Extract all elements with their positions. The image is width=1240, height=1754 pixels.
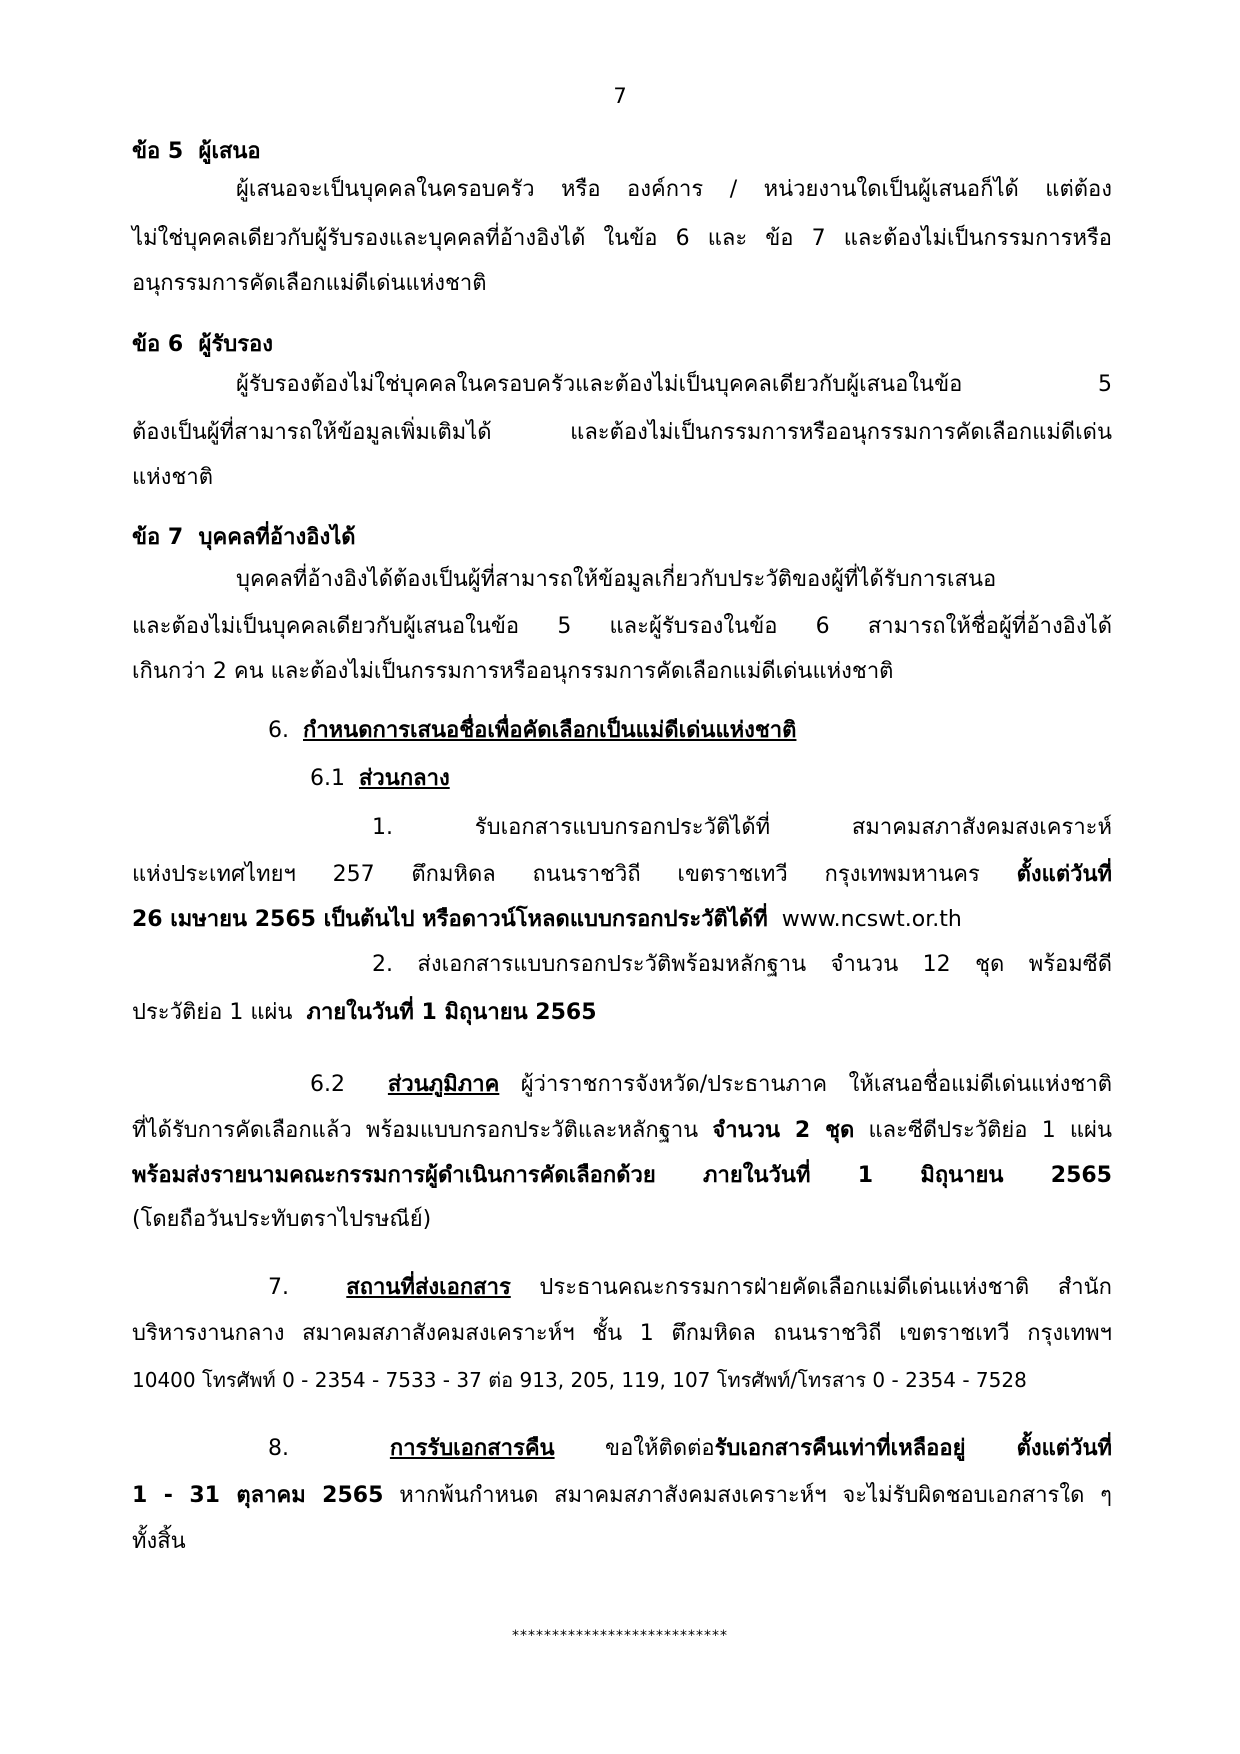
section-6-2-line [310, 1065, 1112, 1105]
section-6-number: 6. [268, 718, 289, 743]
section-6-1-item-2-line [132, 993, 1112, 1033]
clause-5-line: อนุกรรมการคัดเลือกแม่ดีเด่นแห่งชาติ [132, 271, 487, 296]
clause-5-line: ผู้เสนอจะเป็นบุคคลในครอบครัว หรือ องค์การ / หน่วยงานใดเป็นผู้เสนอก็ได้ แต่ต้อง [236, 177, 1113, 202]
section-6-2-line: พร้อมส่งรายนามคณะกรรมการผู้ดำเนินการคัดเลือกด้วย ภายในวันที่ 1 มิถุนายน 2565 [132, 1163, 1112, 1188]
section-8-dates: 1 - 31 ตุลาคม 2565 [132, 1483, 384, 1508]
section-7-line: บริหารงานกลาง สมาคมสภาสังคมสงเคราะห์ฯ ชั้น 1 ตึกมหิดล ถนนราชวิถี เขตราชเทวี กรุงเทพฯ [132, 1321, 1112, 1346]
item-1-start-date: 26 เมษายน 2565 เป็นต้นไป หรือดาวน์โหลดแบบกรอกประวัติได้ที่ [132, 907, 768, 932]
item-1-start-date-label: ตั้งแต่วันที่ [1016, 862, 1112, 887]
clause-7-heading [132, 518, 1112, 558]
section-6-1-heading [310, 759, 1090, 799]
clause-5-line: ไม่ใช่บุคคลเดียวกับผู้รับรองและบุคคลที่อ้างอิงได้ ในข้อ 6 และ ข้อ 7 และต้องไม่เป็นกรรมการหรือ [132, 226, 1112, 251]
item-2-deadline: ภายในวันที่ 1 มิถุนายน 2565 [306, 1000, 597, 1025]
section-8-line [132, 1476, 1112, 1516]
section-6-2-line: (โดยถือวันประทับตราไปรษณีย์) [132, 1207, 432, 1232]
section-8-text: หากพ้นกำหนด สมาคมสภาสังคมสงเคราะห์ฯ จะไม่รับผิดชอบเอกสารใด ๆ [399, 1483, 1112, 1508]
clause-6-line: ต้องเป็นผู้ที่สามารถให้ข้อมูลเพิ่มเติมได้ และต้องไม่เป็นกรรมการหรืออนุกรรมการคัดเลือกแม่ดีเด่น [132, 420, 1112, 445]
section-8-number: 8. [268, 1436, 289, 1461]
section-6-2-number: 6.2 [310, 1072, 345, 1097]
section-6-1-item-1-line: 1. รับเอกสารแบบกรอกประวัติได้ที่ สมาคมสภาสังคมสงเคราะห์ [372, 815, 1112, 840]
section-7-title: สถานที่ส่งเอกสาร [346, 1275, 511, 1300]
section-6-2-text: ที่ได้รับการคัดเลือกแล้ว พร้อมแบบกรอกประวัติและหลักฐาน [132, 1118, 699, 1143]
section-6-2-text: ผู้ว่าราชการจังหวัด/ประธานภาค ให้เสนอชื่อแม่ดีเด่นแห่งชาติ [520, 1072, 1112, 1097]
section-6-2-text: และซีดีประวัติย่อ 1 แผ่น [868, 1118, 1112, 1143]
section-6-1-title: ส่วนกลาง [359, 766, 450, 791]
section-8-line [268, 1429, 1112, 1469]
section-8-text: ขอให้ติดต่อ [605, 1436, 715, 1461]
section-6-1-item-1-line [132, 855, 1112, 895]
section-6-title: กำหนดการเสนอชื่อเพื่อคัดเลือกเป็นแม่ดีเด่นแห่งชาติ [303, 718, 797, 743]
website-link[interactable]: www.ncswt.or.th [781, 907, 962, 932]
section-8-bold-text: รับเอกสารคืนเท่าที่เหลืออยู่ ตั้งแต่วันที่ [714, 1436, 1112, 1461]
item-1-address: แห่งประเทศไทยฯ 257 ตึกมหิดล ถนนราชวิถี เขตราชเทวี กรุงเทพมหานคร [132, 862, 980, 887]
section-6-1-item-1-line [132, 900, 1112, 940]
clause-5-label: ข้อ 5 [132, 139, 184, 164]
clause-7-line: บุคคลที่อ้างอิงได้ต้องเป็นผู้ที่สามารถให้ข้อมูลเกี่ยวกับประวัติของผู้ที่ได้รับการเสนอ [236, 567, 997, 592]
clause-7-label: ข้อ 7 [132, 525, 184, 550]
clause-7-line: เกินกว่า 2 คน และต้องไม่เป็นกรรมการหรืออนุกรรมการคัดเลือกแม่ดีเด่นแห่งชาติ [132, 659, 894, 684]
clause-5-title: ผู้เสนอ [198, 139, 261, 164]
section-7-text: ประธานคณะกรรมการฝ่ายคัดเลือกแม่ดีเด่นแห่งชาติ สำนัก [539, 1275, 1112, 1300]
clause-6-title: ผู้รับรอง [198, 332, 273, 357]
clause-6-heading [132, 325, 1112, 365]
clause-6-label: ข้อ 6 [132, 332, 184, 357]
section-6-heading [268, 711, 1088, 751]
section-6-2-line [132, 1111, 1112, 1151]
section-7-line [268, 1268, 1112, 1308]
clause-6-line: แห่งชาติ [132, 465, 213, 490]
section-6-2-copies: จำนวน 2 ชุด [712, 1118, 855, 1143]
clause-5-heading [132, 132, 1112, 172]
page-number: 7 [613, 84, 627, 108]
footer-separator: *************************** [512, 1628, 728, 1644]
section-6-1-item-2-line: 2. ส่งเอกสารแบบกรอกประวัติพร้อมหลักฐาน จำนวน 12 ชุด พร้อมซีดี [372, 952, 1112, 977]
section-8-line: ทั้งสิ้น [132, 1529, 186, 1554]
section-6-1-number: 6.1 [310, 766, 345, 791]
section-7-number: 7. [268, 1275, 289, 1300]
section-7-phone-line: 10400 โทรศัพท์ 0 - 2354 - 7533 - 37 ต่อ 913, 205, 119, 107 โทรศัพท์/โทรสาร 0 - 2354 - 7528 [132, 1368, 1027, 1392]
clause-7-line: และต้องไม่เป็นบุคคลเดียวกับผู้เสนอในข้อ 5 และผู้รับรองในข้อ 6 สามารถให้ชื่อผู้ที่อ้างอิงได้ [132, 614, 1112, 639]
clause-7-title: บุคคลที่อ้างอิงได้ [198, 525, 356, 550]
item-2-cd-text: ประวัติย่อ 1 แผ่น [132, 1000, 293, 1025]
section-6-2-title: ส่วนภูมิภาค [387, 1072, 500, 1097]
clause-6-line: ผู้รับรองต้องไม่ใช่บุคคลในครอบครัวและต้องไม่เป็นบุคคลเดียวกับผู้เสนอในข้อ 5 [236, 372, 1112, 397]
section-8-title: การรับเอกสารคืน [389, 1436, 555, 1461]
